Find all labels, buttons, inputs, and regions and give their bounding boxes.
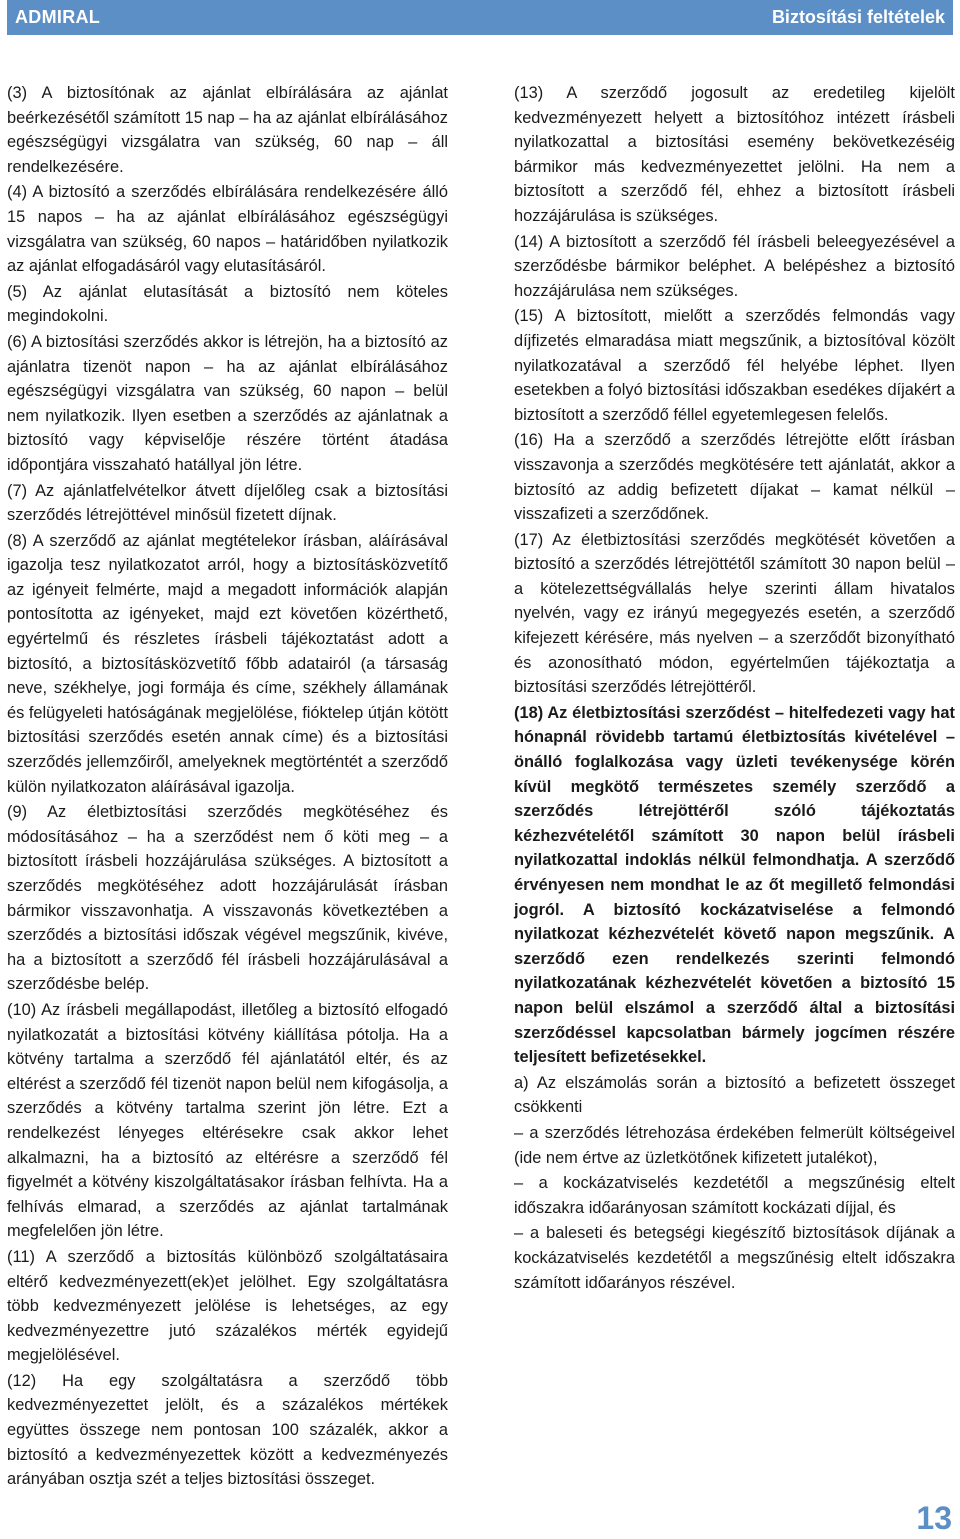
paragraph-6: (6) A biztosítási szerződés akkor is létrejön, ha a biztosító az ajánlatra tizenöt napon – ha az ajánlat elbírálásához egészségügyi vizsgálatra van szükség, 60 napon – belül nem nyilatkozik. Ilyen esetben a szerződés az ajánlatnak a biztosító vagy képviselője részére történt átadása időpontjára visszaható hatállyal jön létre.: [7, 332, 448, 474]
brand-title: ADMIRAL: [15, 7, 101, 27]
paragraph-17: (17) Az életbiztosítási szerződés megkötését követően a biztosító a szerződés létrejöttétől számított 30 napon belül – a kötelezettségvállalás helye szerinti állam hivatalos nyelvén, vagy ez irányú megegyezés esetén, a szerződő kifejezett kérésére, más nyelven – a szerződőt bizonyítható és azonosítható módon, egyértelműen tájékoztatja a biztosítási szerződés létrejöttéről.: [514, 530, 955, 697]
paragraph-11: (11) A szerződő a biztosítás különböző szolgáltatásaira eltérő kedvezményezett(ek)et jelölhet. Egy szolgáltatásra több kedvezményezett jelölése is lehetséges, az egy kedvezményezettre jutó százalékos mérték egyidejű megjelölésével.: [7, 1247, 448, 1365]
paragraph-8: (8) A szerződő az ajánlat megtételekor írásban, aláírásával igazolja tesz nyilatkozatot arról, hogy a biztosításközvetítő az igényeit felmérte, majd a megadott információk alapján pontosította az igényeket, majd ezt követően közérthető, egyértelmű és részletes írásbeli tájékoztatást adott a biztosító, a biztosításközvetítő főbb adatairól (a társaság neve, székhelye, jogi formája és címe, székhely államának és felügyeleti hatóságának megjelölése, fióktelep útján kötött biztosítási szerződés esetén annak címe) és a biztosítási szerződés jellemzőiről, amelyeknek megtörténtét a szerződő külön nyilatkozaton aláírásával igazolja.: [7, 531, 449, 796]
paragraph-5: (5) Az ajánlat elutasítását a biztosító nem köteles megindokolni.: [7, 282, 448, 326]
right-column: [514, 81, 955, 1296]
paragraph-9: (9) Az életbiztosítási szerződés megkötéséhez és módosításához – ha a szerződést nem ő köti meg – a biztosított írásbeli hozzájárulása szükséges. A biztosított a szerződés megkötéséhez adott hozzájárulását írásban bármikor visszavonhatja. A visszavonás következtében a szerződés a biztosítási időszak végével megszűnik, kivéve, ha a biztosított a szerződő fél írásbeli hozzájárulásával a szerződésbe belép.: [7, 803, 448, 994]
paragraph-13: (13) A szerződő jogosult az eredetileg kijelölt kedvezményezett helyett a biztosítóhoz intézett írásbeli nyilatkozattal a biztosítási esemény bekövetkezéséig bármikor más kedvezményezettet jelölni. Ha nem a biztosított a szerződő fél, ehhez a biztosított írásbeli hozzájárulása is szükséges.: [514, 84, 955, 225]
left-column: [7, 81, 448, 1493]
dash-item-1: – a szerződés létrehozása érdekében felmerült költségeivel (ide nem értve az üzletkötőnek kifizetett jutalékot),: [514, 1123, 955, 1167]
paragraph-4: (4) A biztosító a szerződés elbírálására rendelkezésére álló 15 napos – ha az ajánlat elbírálásához egészségügyi vizsgálatra van szükség, 60 napos – határidőben nyilatkozik az ajánlat elfogadásáról vagy elutasításáról.: [7, 183, 448, 276]
paragraph-18-bold: (18) Az életbiztosítási szerződést – hitelfedezeti vagy hat hónapnál rövidebb tartamú életbiztosítás kivételével – önálló foglalkozása vagy üzleti tevékenysége körén kívül megkötő természetes személy szerződő a szerződés létrejöttéről szóló tájékoztatás kézhezvételétől számított 30 napon belül írásbeli nyilatkozattal indoklás nélkül felmondhatja. A szerződő érvényesen nem mondhat le az őt megillető felmondási jogról. A biztosító kockázatviselése a felmondó nyilatkozat kézhezvételét követő napon megszűnik. A szerződő ezen rendelkezés szerinti felmondó nyilatkozatának kézhezvételét követően a biztosító 15 napon belül elszámol a szerződő által a biztosítási szerződéssel kapcsolatban bármely jogcímen részére teljesített befizetésekkel.: [514, 703, 955, 1067]
paragraph-a: a) Az elszámolás során a biztosító a befizetett összeget csökkenti: [514, 1073, 955, 1117]
paragraph-16: (16) Ha a szerződő a szerződés létrejötte előtt írásban visszavonja a szerződés megkötésére tett ajánlatát, akkor a biztosító az addig befizetett díjakat – kamat nélkül – visszafizeti a szerződőnek.: [514, 431, 955, 524]
paragraph-15: (15) A biztosított, mielőtt a szerződés felmondás vagy díjfizetés elmaradása miatt megszűnik, a biztosítóval közölt nyilatkozatával a szerződő fél helyébe léphet. Ilyen esetekben a folyó biztosítási időszakban esedékes díjakért a biztosított a szerződő féllel egyetemlegesen felelős.: [514, 307, 955, 424]
page-header: [7, 0, 953, 35]
paragraph-12: (12) Ha egy szolgáltatásra a szerződő több kedvezményezettet jelölt, és a százalékos mértékek együttes összege nem pontosan 100 százalék, akkor a biztosító a kedvezményezettek között a kedvezményezés arányában osztja szét a teljes biztosítási összeget.: [7, 1371, 448, 1489]
section-title: Biztosítási feltételek: [771, 7, 945, 27]
dash-item-3: – a baleseti és betegségi kiegészítő biztosítások díjának a kockázatviselés kezdetétől a megszűnésig eltelt időszakra számított időarányos részével.: [514, 1224, 955, 1292]
paragraph-3: (3) A biztosítónak az ajánlat elbírálására az ajánlat beérkezésétől számított 15 nap – ha az ajánlat elbírálásához egészségügyi vizsgálatra van szükség, 60 nap – áll rendelkezésére.: [7, 84, 449, 176]
paragraph-10: (10) Az írásbeli megállapodást, illetőleg a biztosító elfogadó nyilatkozatát a biztosítási kötvény kiállítása pótolja. Ha a kötvény tartalma a szerződő fél ajánlatától eltér, és az eltérést a szerződő fél tizenöt napon belül nem kifogásolja, a szerződés a kötvény tartalma szerint jön létre. Ezt a rendelkezést lényeges eltérésekre csak akkor lehet alkalmazni, ha a biztosító az eltérésre a szerződő fél figyelmét a kötvény kiszolgáltatásakor írásban felhívta. Ha a felhívás elmarad, a szerződés az ajánlat tartalmának megfelelően jön létre.: [7, 1000, 448, 1241]
dash-item-2: – a kockázatviselés kezdetétől a megszűnésig eltelt időszakra időarányosan számított kockázati díjjal, és: [514, 1174, 955, 1217]
paragraph-7: (7) Az ajánlatfelvételkor átvett díjelőleg csak a biztosítási szerződés létrejöttével minősül fizetett díjnak.: [7, 481, 448, 525]
page-number: 13: [916, 1500, 952, 1536]
paragraph-14: (14) A biztosított a szerződő fél írásbeli beleegyezésével a szerződésbe bármikor beléphet. A belépéshez a biztosító hozzájárulása nem szükséges.: [514, 232, 955, 300]
